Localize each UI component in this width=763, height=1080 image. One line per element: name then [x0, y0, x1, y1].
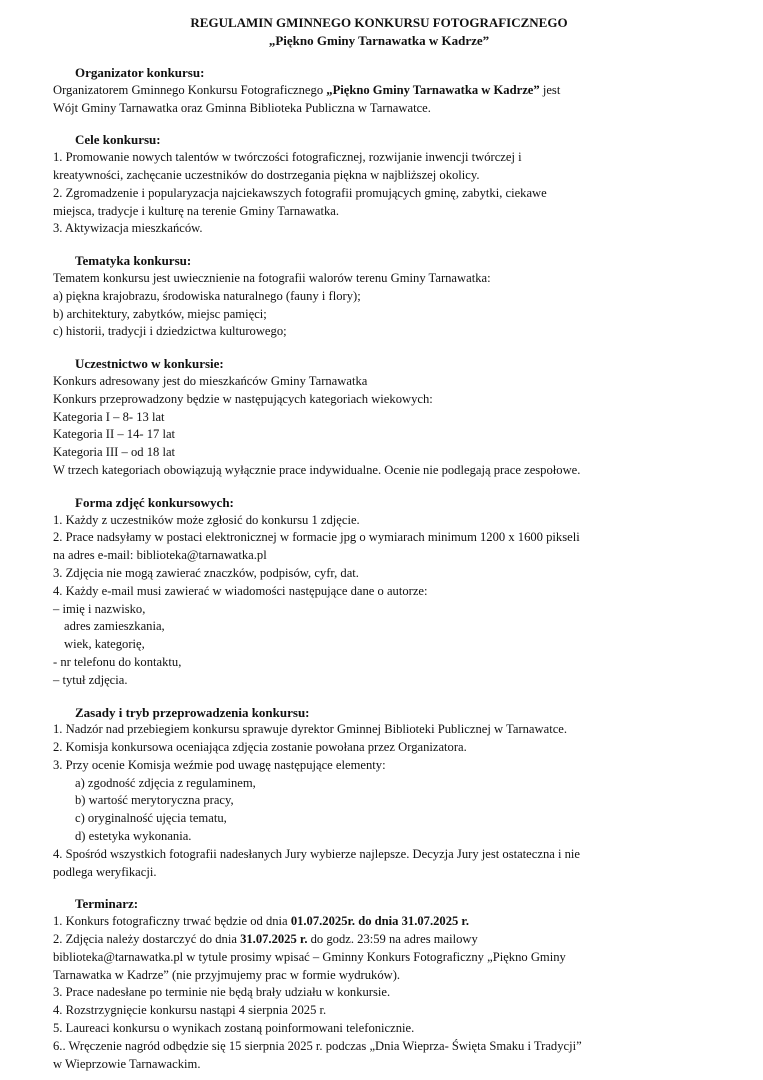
paragraph-line: Konkurs adresowany jest do mieszkańców Gminy Tarnawatka — [53, 373, 368, 388]
section-photo-form — [53, 494, 705, 690]
text-span: Organizatorem Gminnego Konkursu Fotograficznego — [53, 82, 327, 97]
text-span: 1. Konkurs fotograficzny trwać będzie od dnia — [53, 914, 291, 929]
paragraph-line: Tematem konkursu jest uwiecznienie na fotografii walorów terenu Gminy Tarnawatka: — [53, 270, 491, 285]
paragraph-line: 4. Każdy e-mail musi zawierać w wiadomości następujące dane o autorze: — [53, 583, 428, 598]
paragraph-line: 6.. Wręczenie nagród odbędzie się 15 sierpnia 2025 r. podczas „Dnia Wieprza- Święta Smaku i Tradycji” — [53, 1038, 582, 1053]
section-heading: Tematyka konkursu: — [75, 253, 192, 269]
title-line-2: „Piękno Gminy Tarnawatka w Kadrze” — [268, 33, 490, 48]
paragraph-line: 2. Komisja konkursowa oceniająca zdjęcia zostanie powołana przez Organizatora. — [53, 740, 467, 755]
paragraph-line: W trzech kategoriach obowiązują wyłącznie prace indywidualne. Ocenie nie podlegają prace zespołowe. — [53, 462, 581, 477]
paragraph-line: c) oryginalność ujęcia tematu, — [75, 811, 227, 826]
paragraph-line: c) historii, tradycji i dziedzictwa kulturowego; — [53, 324, 287, 339]
section-heading: Cele konkursu: — [75, 132, 161, 148]
paragraph-line: 3. Prace nadesłane po terminie nie będą brały udziału w konkursie. — [53, 985, 391, 1000]
paragraph-line: adres zamieszkania, — [64, 619, 165, 634]
section-theme — [53, 252, 705, 341]
section-heading: Zasady i tryb przeprowadzenia konkursu: — [75, 704, 310, 720]
paragraph-line: a) zgodność zdjęcia z regulaminem, — [75, 775, 256, 790]
paragraph-line: – tytuł zdjęcia. — [53, 672, 128, 687]
section-schedule — [53, 895, 705, 1073]
paragraph-line: 4. Spośród wszystkich fotografii nadesłanych Jury wybierze najlepsze. Decyzja Jury jest ostateczna i nie — [53, 846, 581, 861]
paragraph-line — [53, 931, 705, 949]
bold-text: 31.07.2025 r. — [240, 932, 308, 947]
paragraph-line: Tarnawatka w Kadrze” (nie przyjmujemy prac w formie wydruków). — [53, 967, 401, 982]
paragraph-line: 2. Zgromadzenie i popularyzacja najciekawszych fotografii promujących gminę, zabytki, ciekawe — [53, 185, 547, 200]
paragraph-line: wiek, kategorię, — [64, 637, 145, 652]
paragraph-line: a) piękna krajobrazu, środowiska naturalnego (fauny i flory); — [53, 288, 361, 303]
paragraph-line — [53, 82, 705, 100]
paragraph-line: 4. Rozstrzygnięcie konkursu nastąpi 4 sierpnia 2025 r. — [53, 1003, 327, 1018]
paragraph-line: 2. Prace nadsyłamy w postaci elektronicznej w formacie jpg o wymiarach minimum 1200 x 1600 pikseli — [53, 530, 580, 545]
paragraph-line: d) estetyka wykonania. — [75, 829, 192, 844]
paragraph-line: Kategoria III – od 18 lat — [53, 445, 176, 460]
paragraph-line: b) wartość merytoryczna pracy, — [75, 793, 234, 808]
paragraph-line: biblioteka@tarnawatka.pl w tytule prosimy wpisać – Gminny Konkurs Fotograficzny „Piękno Gminy — [53, 949, 566, 964]
paragraph-line: Wójt Gminy Tarnawatka oraz Gminna Biblioteka Publiczna w Tarnawatce. — [53, 100, 431, 115]
bold-text: „Piękno Gminy Tarnawatka w Kadrze” — [326, 82, 540, 97]
section-organizer — [53, 64, 705, 117]
paragraph-line: 1. Promowanie nowych talentów w twórczości fotograficznej, rozwijanie inwencji twórczej i — [53, 150, 522, 165]
title-line-1: REGULAMIN GMINNEGO KONKURSU FOTOGRAFICZNEGO — [190, 15, 568, 30]
section-participation — [53, 355, 705, 480]
paragraph-line: Kategoria II – 14- 17 lat — [53, 427, 176, 442]
paragraph-line: 1. Każdy z uczestników może zgłosić do konkursu 1 zdjęcie. — [53, 512, 360, 527]
paragraph-line: podlega weryfikacji. — [53, 864, 157, 879]
section-heading: Forma zdjęć konkursowych: — [75, 494, 234, 510]
text-span: 2. Zdjęcia należy dostarczyć do dnia — [53, 932, 241, 947]
paragraph-line: Kategoria I – 8- 13 lat — [53, 409, 165, 424]
text-span: jest — [539, 82, 561, 97]
paragraph-line: – imię i nazwisko, — [53, 601, 146, 616]
paragraph-line: Konkurs przeprowadzony będzie w następujących kategoriach wiekowych: — [53, 391, 433, 406]
paragraph-line: miejsca, tradycje i kulturę na terenie Gminy Tarnawatka. — [53, 203, 339, 218]
text-span: do godz. 23:59 na adres mailowy — [307, 932, 478, 947]
paragraph-line: 3. Przy ocenie Komisja weźmie pod uwagę następujące elementy: — [53, 757, 386, 772]
section-heading: Terminarz: — [75, 896, 139, 912]
paragraph-line: 1. Nadzór nad przebiegiem konkursu sprawuje dyrektor Gminnej Biblioteki Publicznej w Tarnawatce. — [53, 722, 568, 737]
paragraph-line: kreatywności, zachęcanie uczestników do dostrzegania piękna w najbliższej okolicy. — [53, 167, 480, 182]
paragraph-line: na adres e-mail: biblioteka@tarnawatka.pl — [53, 548, 267, 563]
document-title — [53, 14, 705, 50]
paragraph-line: 5. Laureaci konkursu o wynikach zostaną poinformowani telefonicznie. — [53, 1021, 415, 1036]
paragraph-line: 3. Aktywizacja mieszkańców. — [53, 221, 203, 236]
paragraph-line: b) architektury, zabytków, miejsc pamięci; — [53, 306, 267, 321]
section-heading: Organizator konkursu: — [75, 65, 205, 80]
paragraph-line: - nr telefonu do kontaktu, — [53, 654, 182, 669]
paragraph-line: 3. Zdjęcia nie mogą zawierać znaczków, podpisów, cyfr, dat. — [53, 565, 359, 580]
bold-text: 01.07.2025r. do dnia 31.07.2025 r. — [290, 914, 470, 929]
paragraph-line: w Wieprzowie Tarnawackim. — [53, 1056, 201, 1071]
section-rules — [53, 704, 705, 882]
section-goals — [53, 131, 705, 238]
paragraph-line — [53, 913, 705, 931]
section-heading: Uczestnictwo w konkursie: — [75, 356, 224, 372]
